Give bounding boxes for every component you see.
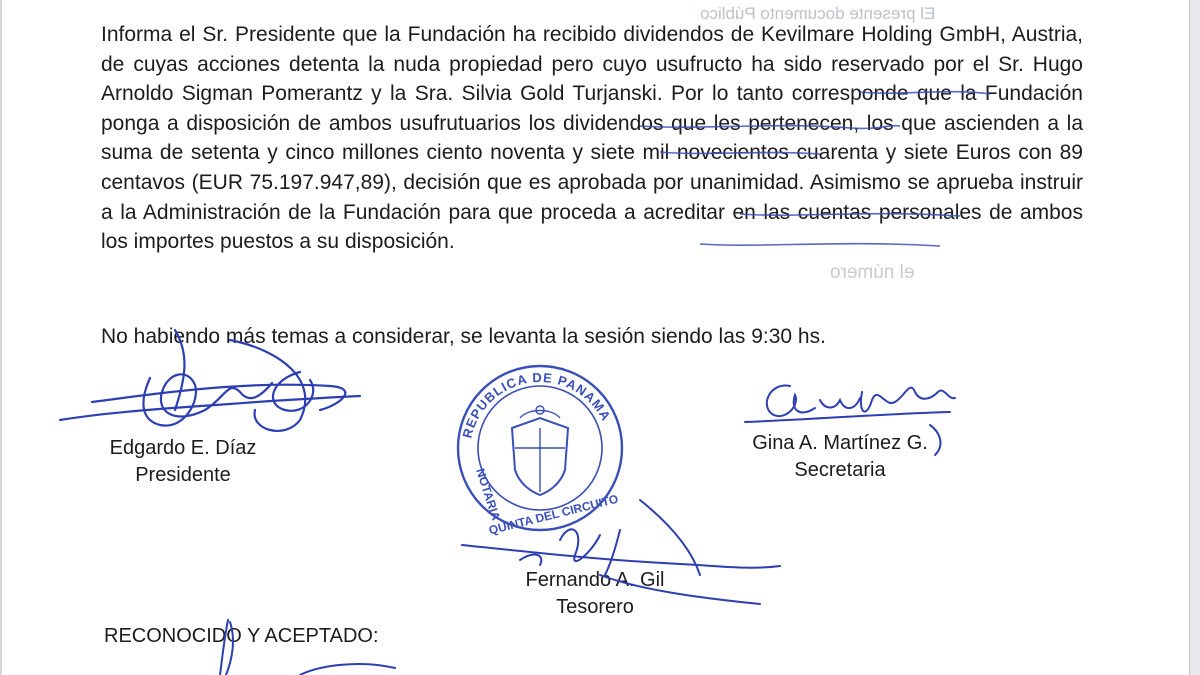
treasurer-name: Fernando A. Gil [525, 569, 665, 591]
acknowledgement-label: RECONOCIDO Y ACEPTADO: [104, 625, 379, 647]
notary-stamp-text [459, 370, 614, 440]
secretary-signature [745, 386, 955, 455]
president-signature [60, 330, 360, 431]
acknowledgement-signature [220, 620, 395, 675]
stamp-left-text: NOTARIA [473, 466, 504, 523]
closing-sentence: No habiendo más temas a considerar, se levanta la sesión siendo las 9:30 hs. [101, 325, 826, 348]
minutes-paragraph: Informa el Sr. Presidente que la Fundación ha recibido dividendos de Kevilmare Holding GmbH, Austria, de cuyas acciones detenta la nuda propiedad pero cuyo usufructo ha sido reservado por el Sr. Hugo Arnoldo Sigman Pomerantz y la Sra. Silvia Gold Turjanski. Por lo tanto corresponde que la Fundación ponga a disposición de ambos usufrutuarios los dividendos que les pertenecen, los que ascienden a la suma de setenta y cinco millones ciento noventa y siete mil novecientos cuarenta y siete Euros con 89 centavos (EUR 75.197.947,89), decisión que es aprobada por unanimidad. Asimismo se aprueba instruir a la Administración de la Fundación para que proceda a acreditar en las cuentas personales de ambos los importes puestos a su disposición. [101, 23, 1083, 254]
bleed-through-text: El presente documento Público [700, 4, 936, 23]
president-name: Edgardo E. Díaz [109, 437, 257, 459]
secretary-name: Gina A. Martínez G. [752, 432, 928, 454]
president-role: Presidente [135, 464, 231, 486]
overprint-marks [640, 92, 990, 246]
stamp-bottom-text: QUINTA DEL CIRCUITO [487, 491, 620, 538]
stamp-top-text: REPUBLICA DE PANAMA [459, 369, 615, 440]
treasurer-signature [462, 500, 780, 604]
bleed-through-text: el número [830, 262, 915, 283]
secretary-role: Secretaria [794, 459, 886, 481]
treasurer-role: Tesorero [556, 596, 634, 618]
